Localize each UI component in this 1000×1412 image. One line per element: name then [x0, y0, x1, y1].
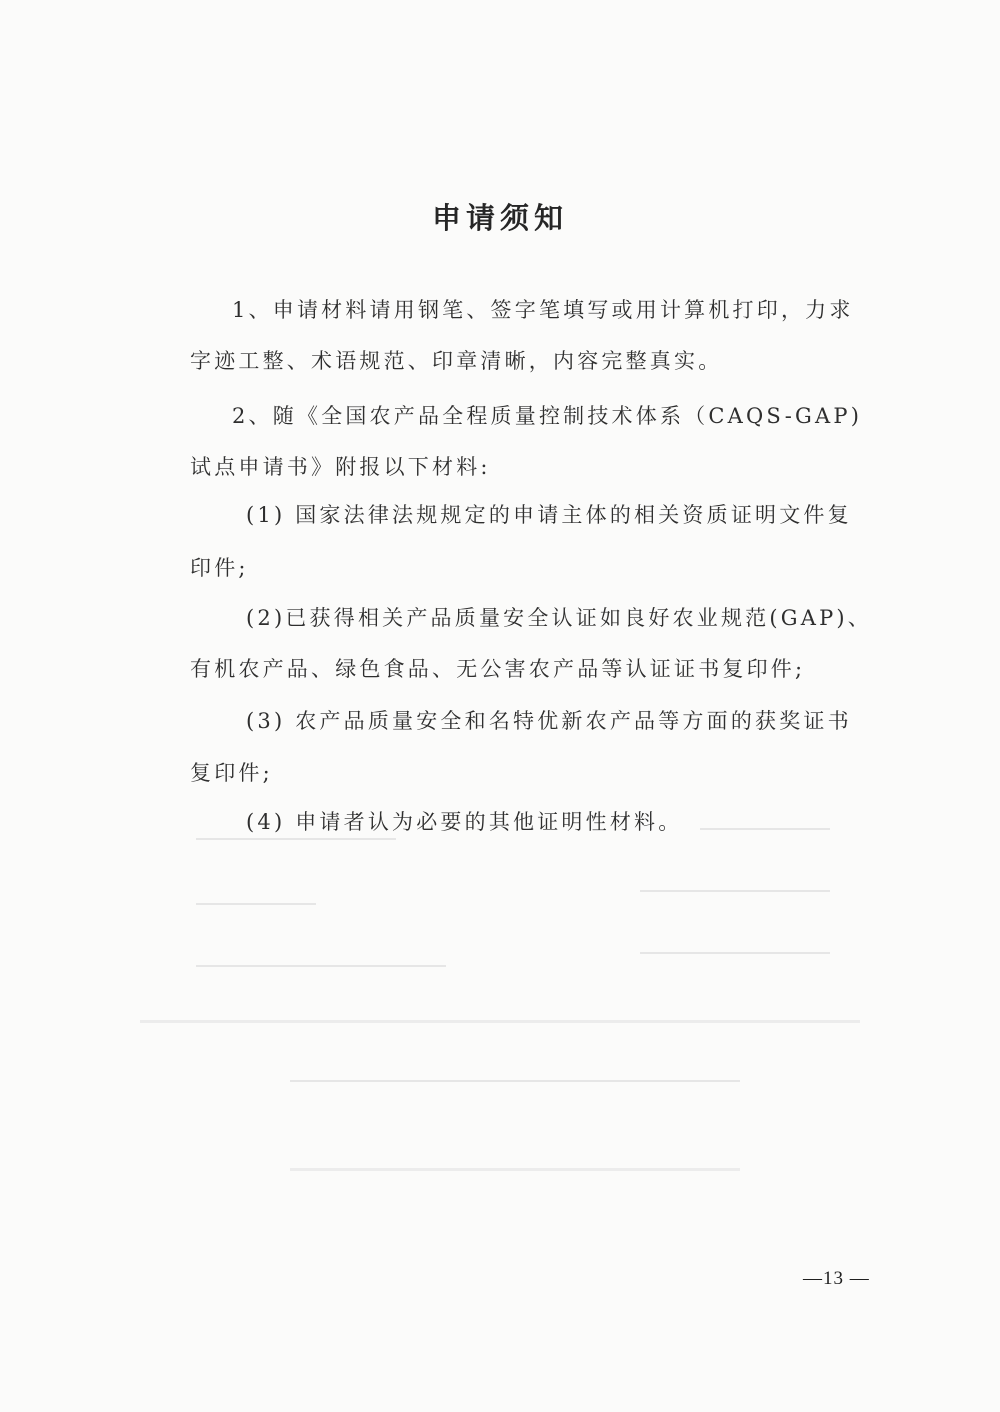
paragraph-2-line-1: 2、随《全国农产品全程质量控制技术体系（CAQS-GAP)	[232, 404, 863, 428]
item-2-line-2: 有机农产品、绿色食品、无公害农产品等认证证书复印件;	[190, 657, 806, 681]
paragraph-1-line-1: 1、申请材料请用钢笔、签字笔填写或用计算机打印，力求	[232, 298, 854, 322]
bleed-through-mark	[290, 1080, 740, 1082]
bleed-through-mark	[640, 890, 830, 892]
bleed-through-mark	[196, 838, 396, 840]
bleed-through-mark	[196, 903, 316, 905]
item-1-line-2: 印件;	[190, 556, 249, 580]
item-4-line-1: (4) 申请者认为必要的其他证明性材料。	[246, 810, 683, 834]
paragraph-2-line-2: 试点申请书》附报以下材料:	[190, 455, 491, 479]
item-2-line-1: (2)已获得相关产品质量安全认证如良好农业规范(GAP)、	[246, 606, 873, 630]
bleed-through-mark	[140, 1020, 860, 1023]
bleed-through-mark	[196, 965, 446, 967]
item-1-line-1: (1) 国家法律法规规定的申请主体的相关资质证明文件复	[246, 503, 852, 527]
page-number: —13 —	[803, 1268, 870, 1289]
bleed-through-mark	[700, 828, 830, 830]
item-3-line-1: (3) 农产品质量安全和名特优新农产品等方面的获奖证书	[246, 709, 852, 733]
paragraph-1-line-2: 字迹工整、术语规范、印章清晰，内容完整真实。	[190, 349, 723, 373]
item-3-line-2: 复印件;	[190, 761, 273, 785]
page-title: 申请须知	[431, 201, 568, 235]
bleed-through-mark	[290, 1168, 740, 1171]
bleed-through-mark	[640, 952, 830, 954]
